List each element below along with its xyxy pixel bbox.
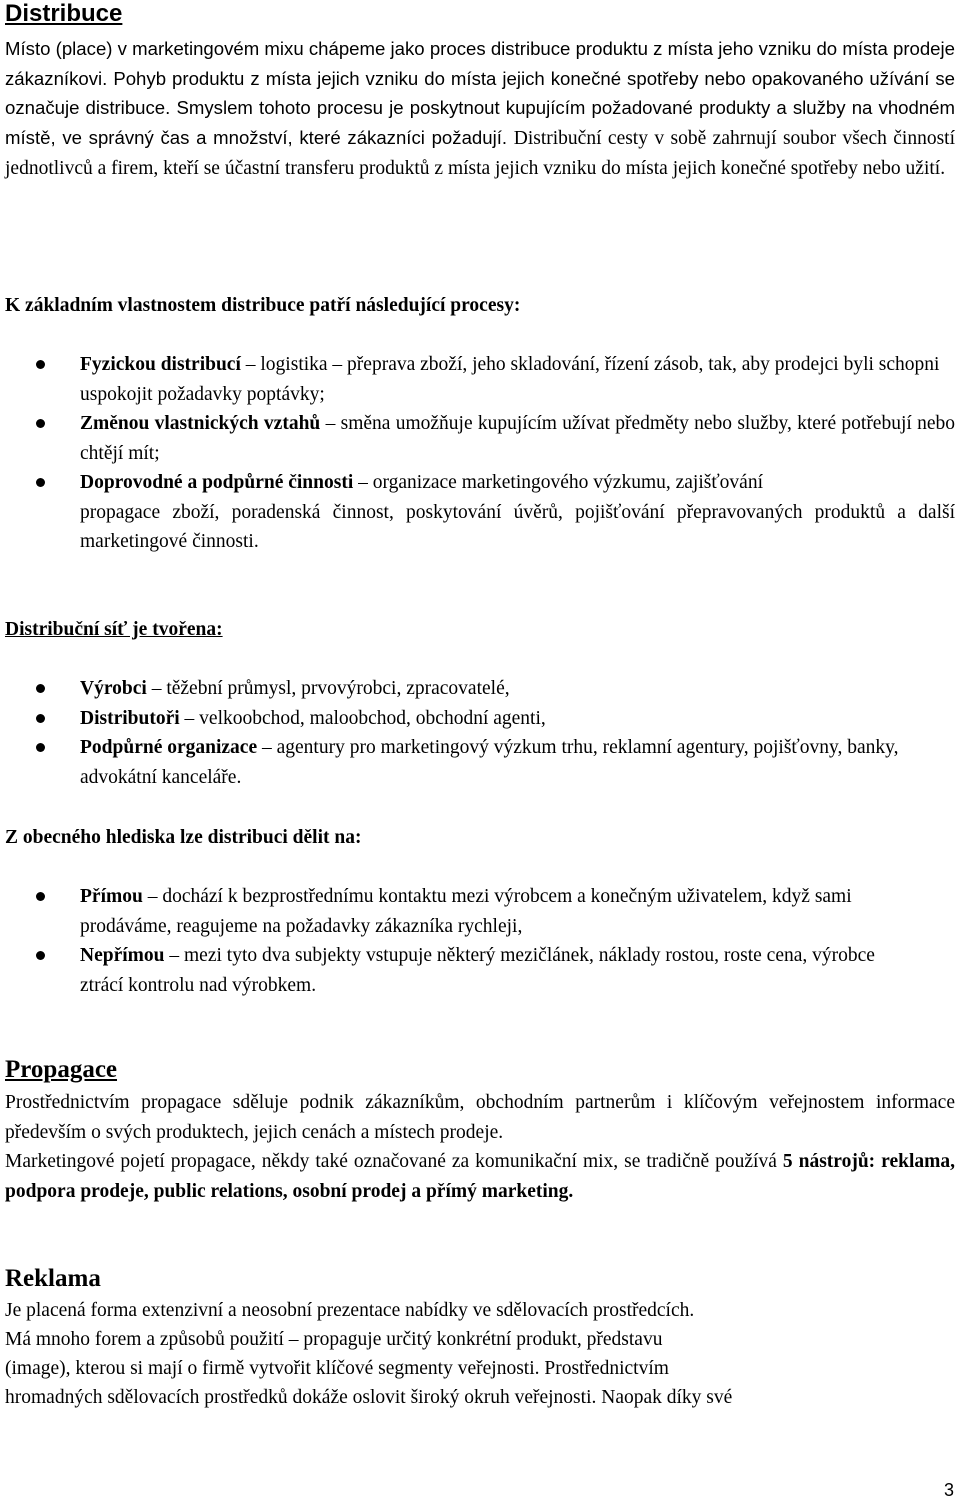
propagace-p2-tools: 5 nástrojů: reklama, podpora prodeje, public relations, osobní prodej a přímý marketing. — [5, 1151, 955, 1202]
list-item — [5, 350, 955, 409]
split-list — [5, 882, 955, 1000]
propagace-p2-text: Marketingové pojetí propagace, někdy také označované za komunikační mix, se tradičně používá — [5, 1151, 783, 1172]
bullet-icon — [36, 478, 45, 487]
list-item — [5, 882, 955, 941]
intro-sentence-c: Distribuční cesty v sobě zahrnují soubor všech činností jednotlivců a firem, kteří se účastní transferu produktů z místa jejich vzniku do místa jejich konečné spotřeby nebo užití. — [5, 127, 955, 179]
intro-sentence-b: Smyslem tohoto procesu je poskytnout kupujícím požadované produkty a služby na vhodném místě, ve správný čas a množství, které zákazníci požadují. — [5, 97, 956, 148]
process-text: – organizace marketingového výzkumu, zajišťování — [353, 472, 764, 493]
split-text: – dochází k bezprostřednímu kontaktu mezi výrobcem a konečným uživatelem, když sami prodáváme, reagujeme na požadavky zákazníka rychleji, — [80, 886, 852, 937]
network-text: – velkoobchod, maloobchod, obchodní agenti, — [179, 707, 546, 729]
split-text: – mezi tyto dva subjekty vstupuje některý mezičlánek, náklady rostou, roste cena, výrobce ztrácí kontrolu nad výrobkem. — [80, 945, 875, 996]
reklama-line-1: Je placená forma extenzivní a neosobní prezentace nabídky ve sdělovacích prostředcích. — [5, 1300, 695, 1321]
list-item — [5, 468, 955, 557]
bullet-icon — [36, 360, 45, 369]
processes-heading: K základním vlastnostem distribuce patří následující procesy: — [5, 295, 521, 316]
split-term: Nepřímou — [80, 945, 165, 966]
page-number: 3 — [943, 1480, 954, 1500]
process-term: Doprovodné a podpůrné činnosti — [80, 472, 354, 493]
propagace-paragraph-2 — [5, 1147, 955, 1206]
list-item — [5, 941, 955, 1000]
process-text: – logistika – přeprava zboží, jeho skladování, řízení zásob, tak, aby prodejci byli schopni uspokojit požadavky poptávky; — [80, 354, 940, 405]
bullet-icon — [36, 743, 45, 752]
process-term: Fyzickou distribucí — [80, 354, 241, 375]
split-term: Přímou — [80, 886, 143, 907]
network-text: – agentury pro marketingový výzkum trhu, reklamní agentury, pojišťovny, banky, advokátní kanceláře. — [80, 737, 899, 788]
reklama-line-2: Má mnoho forem a způsobů použití – propaguje určitý konkrétní produkt, představu — [5, 1329, 663, 1350]
network-heading: Distribuční síť je tvořena: — [5, 619, 223, 640]
network-term: Podpůrné organizace — [80, 737, 258, 758]
reklama-line-3: (image), kterou si mají o firmě vytvořit klíčové segmenty veřejnosti. Prostřednictvím — [5, 1358, 669, 1379]
network-list — [5, 674, 955, 792]
section-title-reklama: Reklama — [5, 1265, 101, 1292]
network-term: Výrobci — [80, 678, 147, 699]
bullet-icon — [36, 419, 45, 428]
list-item — [5, 733, 955, 792]
bullet-icon — [36, 684, 45, 693]
section-title-propagace: Propagace — [5, 1056, 118, 1083]
list-item — [5, 674, 955, 704]
network-text: – těžební průmysl, prvovýrobci, zpracovatelé, — [146, 678, 510, 699]
network-term: Distributoři — [80, 707, 180, 729]
process-text-continued: propagace zboží, poradenská činnost, poskytování úvěrů, pojišťování přepravovaných produktů a další marketingové činnosti. — [80, 501, 955, 552]
reklama-line-4: hromadných sdělovacích prostředků dokáže oslovit široký okruh veřejnosti. Naopak díky své — [5, 1387, 733, 1408]
propagace-paragraph-1: Prostřednictvím propagace sděluje podnik zákazníkům, obchodním partnerům i klíčovým veřejnostem informace především o svých produktech, jejich cenách a místech prodeje. — [5, 1092, 955, 1143]
bullet-icon — [36, 892, 45, 901]
intro-sentence-a: Místo (place) v marketingovém mixu chápeme jako proces distribuce produktu z místa jeho vzniku do místa prodeje zákazníkovi. Pohyb produktu z místa jejich vzniku do místa jejich konečné spotřeby nebo opakovaného užívání se označuje distribuce. — [5, 38, 955, 118]
process-text: – směna umožňuje kupujícím užívat předměty nebo služby, které potřebují nebo chtějí mít; — [80, 413, 955, 464]
list-item — [5, 409, 955, 468]
process-term: Změnou vlastnických vztahů — [80, 413, 321, 434]
processes-list — [5, 350, 955, 557]
section-title-distribuce: Distribuce — [5, 0, 123, 27]
bullet-icon — [36, 951, 45, 960]
bullet-icon — [36, 714, 45, 723]
list-item — [5, 704, 955, 734]
split-heading: Z obecného hlediska lze distribuci dělit na: — [5, 827, 362, 848]
distribuce-intro — [5, 34, 955, 184]
